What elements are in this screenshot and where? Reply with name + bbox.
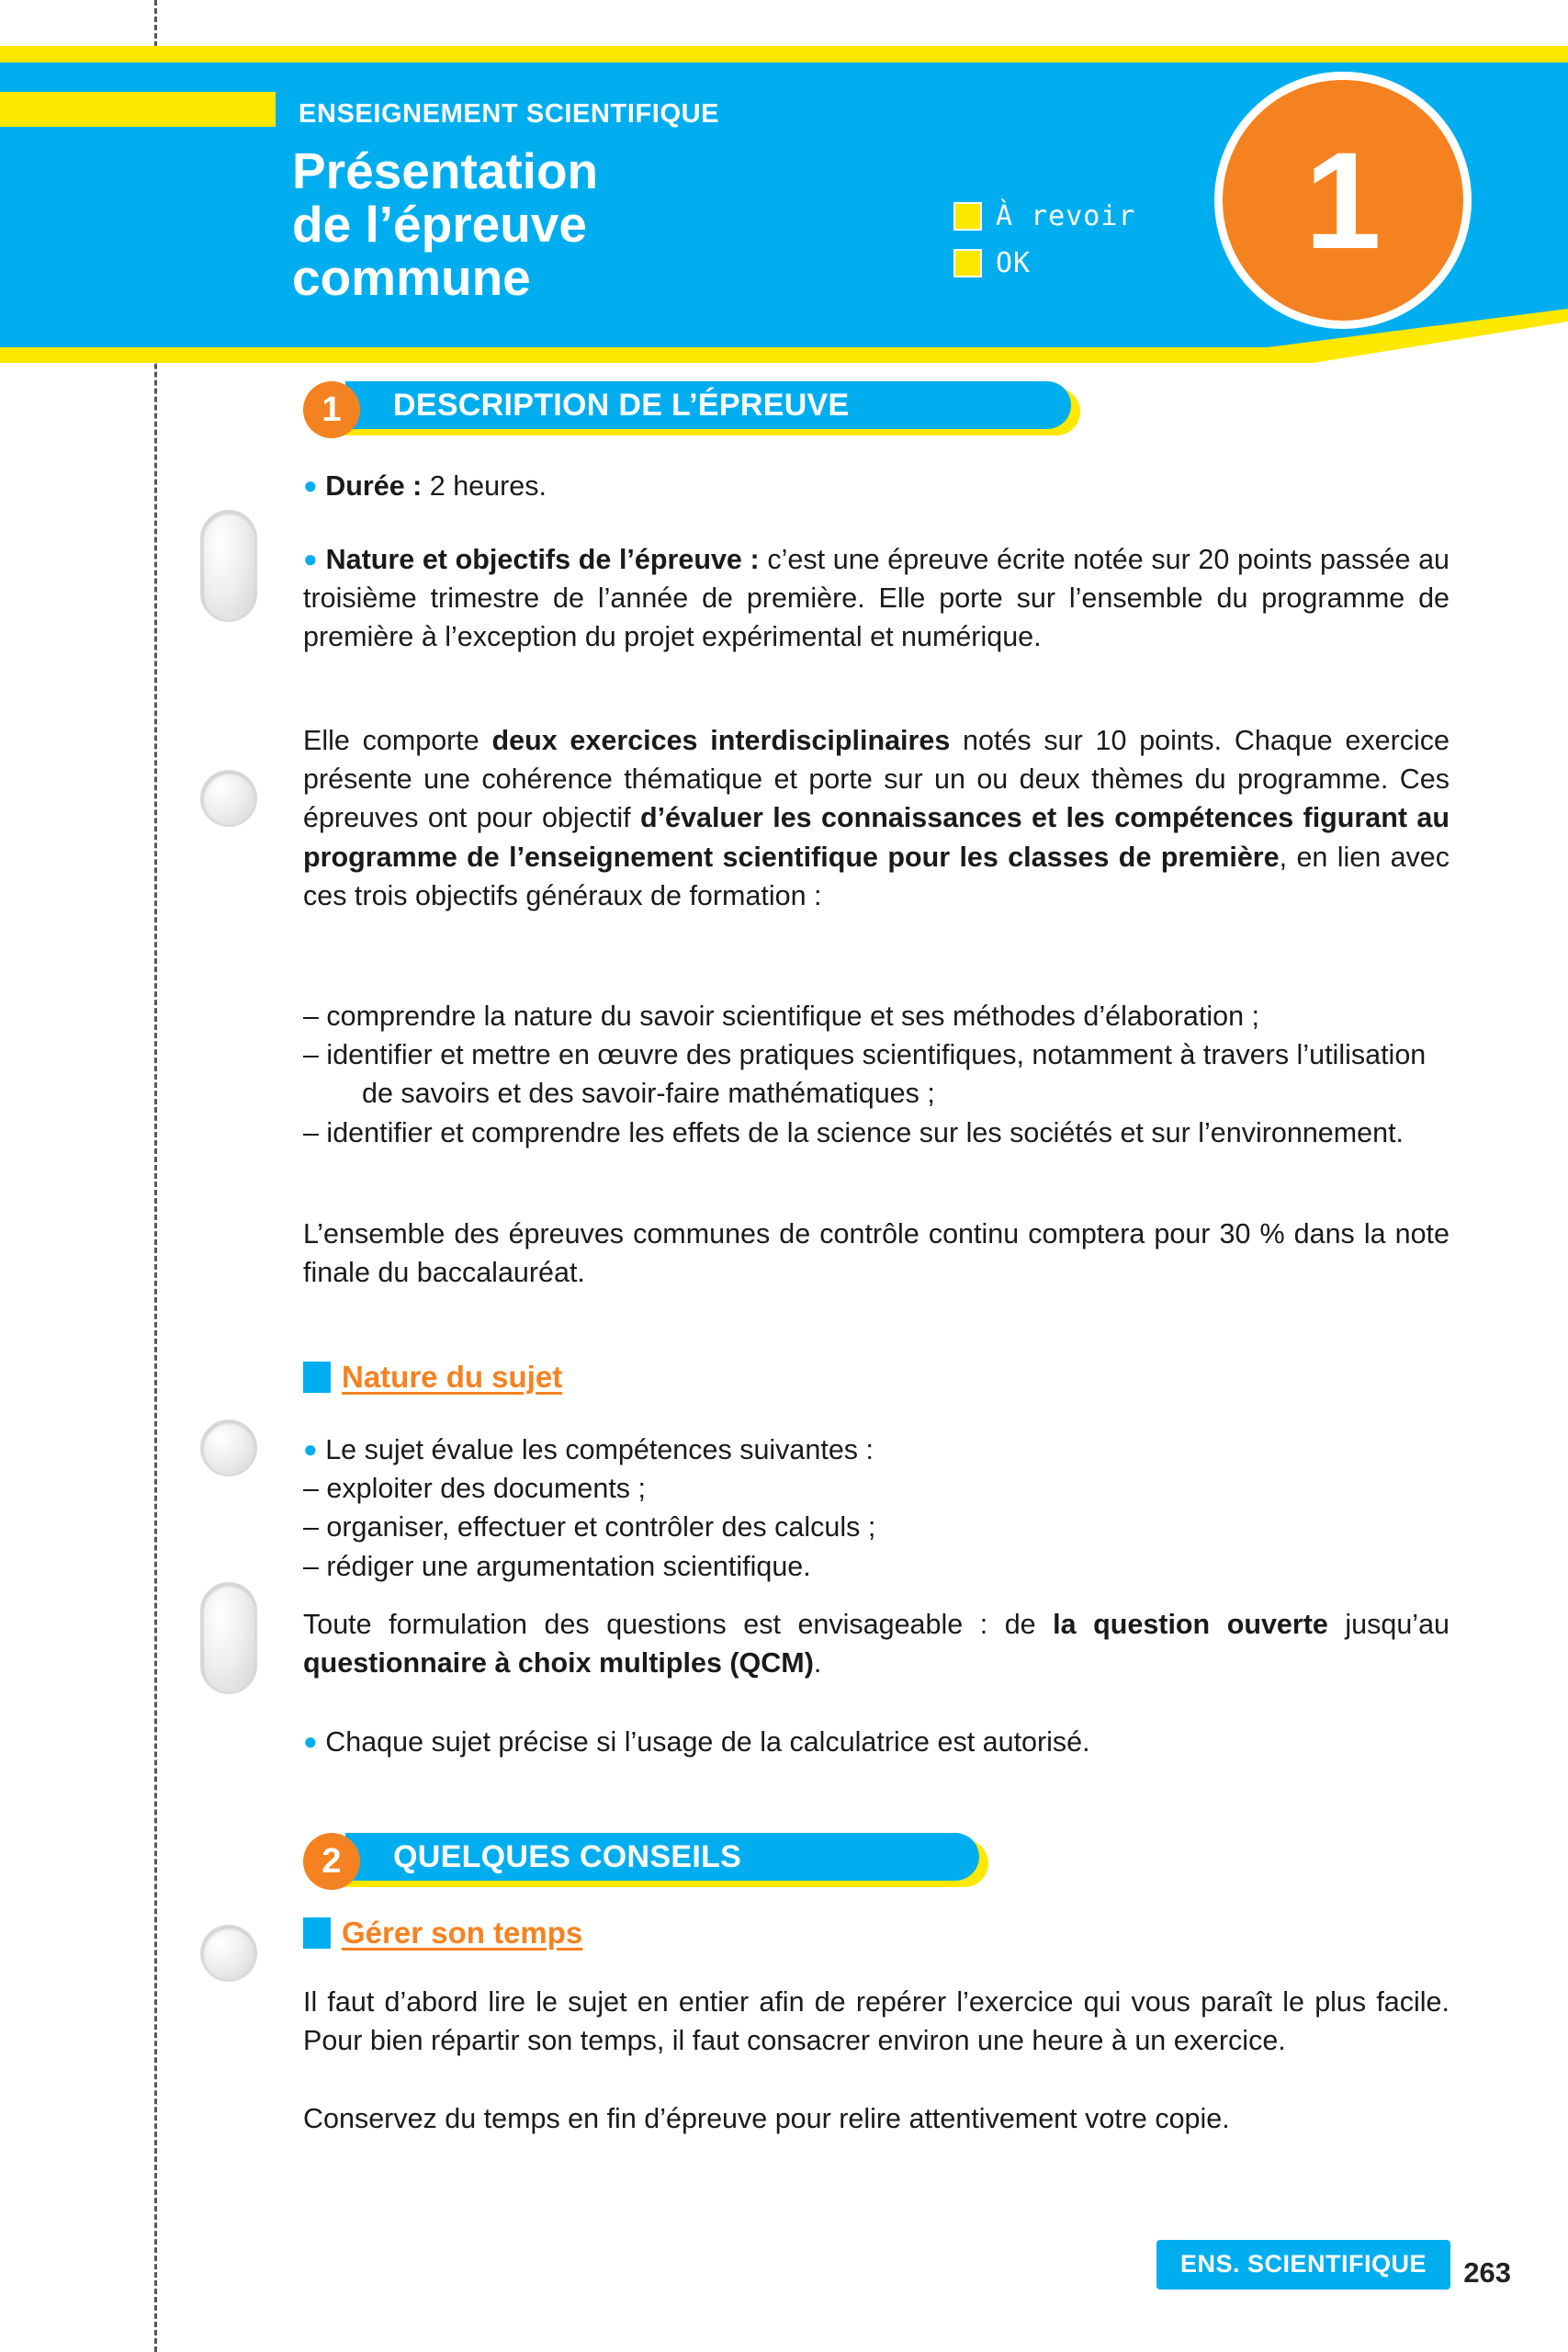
bullet-icon: ● [303, 545, 318, 572]
binder-hole [200, 1582, 257, 1694]
p4-part-e: . [813, 1647, 822, 1679]
competence-item-1: – exploiter des documents ; [303, 1473, 646, 1505]
p4-part-a: Toute formulation des questions est envisageable : de [303, 1609, 1054, 1640]
binder-hole [200, 1925, 257, 1982]
section-2-blue-bar [345, 1833, 979, 1881]
checkbox-row-a-revoir[interactable] [953, 200, 1136, 232]
competence-item-2: – organiser, effectuer et contrôler des calculs ; [303, 1511, 876, 1544]
subheading-nature-du-sujet-label: Nature du sujet [342, 1360, 563, 1394]
paragraph-formulation-questions [303, 1605, 1450, 1682]
checkbox-label-ok: OK [996, 247, 1032, 279]
objectif-item-2: – identifier et mettre en œuvre des pratiques scientifiques, notamment à travers l’utilisation de savoirs et des savoir-faire mathématiques ; [303, 1039, 1427, 1110]
subheading-gerer-son-temps [303, 1916, 582, 1951]
section-2-title: QUELQUES CONSEILS [393, 1838, 742, 1874]
footer-subject-tab: ENS. SCIENTIFIQUE [1156, 2240, 1450, 2290]
paragraph-competences [303, 1430, 1450, 1586]
page-title-line-3: commune [292, 248, 531, 306]
chapter-number-value: 1 [1304, 123, 1382, 277]
subheading-nature-du-sujet [303, 1360, 562, 1395]
bullet-icon: ● [303, 1435, 318, 1463]
paragraph-controle-continu: L’ensemble des épreuves communes de contrôle continu comptera pour 30 % dans la note finale du baccalauréat. [303, 1218, 1450, 1289]
paragraph-nature-objectifs [303, 540, 1450, 657]
binder-hole [200, 1419, 257, 1476]
nature-label: Nature et objectifs de l’épreuve : [325, 544, 760, 575]
p2-part-c: notés sur 10 points. Chaque exercice présente une cohérence thématique et porte sur un ou deux thèmes du programme. Ces épreuves ont pour objectif [303, 725, 1450, 834]
page-title-line-1: Présentation [292, 142, 599, 199]
binder-hole [200, 770, 257, 827]
paragraph-calculatrice [303, 1723, 1450, 1761]
section-1-number: 1 [303, 381, 360, 438]
p2-part-e: , en lien avec ces trois objectifs généraux de formation : [303, 841, 1450, 911]
p4-part-c: jusqu’au [1327, 1609, 1450, 1640]
nature-text: c’est une épreuve écrite notée sur 20 points passée au troisième trimestre de l’année de première. Elle porte sur l’ensemble du programme de première à l’exception du projet expérimental et numérique. [303, 544, 1450, 653]
p2-part-b: deux exercices interdisciplinaires [491, 725, 951, 756]
objectif-item-1: – comprendre la nature du savoir scientifique et ses méthodes d’élaboration ; [303, 1001, 1259, 1032]
page-header-banner [0, 46, 1568, 363]
bullet-icon: ● [303, 471, 318, 499]
objectifs-list [303, 997, 1450, 1152]
checkbox-a-revoir[interactable] [953, 202, 982, 231]
p4-part-d: questionnaire à choix multiples (QCM) [303, 1647, 814, 1679]
paragraph-duree [303, 467, 1451, 505]
duree-label: Durée : [325, 470, 423, 502]
competences-intro: Le sujet évalue les compétences suivantes : [325, 1434, 874, 1465]
checkbox-label-a-revoir: À revoir [996, 200, 1136, 232]
section-2-number: 2 [303, 1833, 360, 1890]
calculatrice-text: Chaque sujet précise si l’usage de la calculatrice est autorisé. [325, 1726, 1090, 1758]
section-1-title: DESCRIPTION DE L’ÉPREUVE [393, 387, 850, 423]
objectif-item-3: – identifier et comprendre les effets de la science sur les sociétés et sur l’environnement. [303, 1116, 1404, 1148]
section-header-1 [303, 381, 1056, 438]
duree-value: 2 heures. [422, 470, 547, 502]
square-marker-icon [303, 1917, 331, 1949]
checkbox-row-ok[interactable] [953, 247, 1136, 279]
subject-kicker: ENSEIGNEMENT SCIENTIFIQUE [299, 99, 720, 129]
banner-yellow-accent [0, 92, 276, 127]
paragraph-gerer-temps-2: Conservez du temps en fin d’épreuve pour relire attentivement votre copie. [303, 2103, 1230, 2134]
paragraph-exercices [303, 721, 1450, 915]
review-status-checkboxes[interactable] [953, 200, 1136, 294]
p4-part-b: la question ouverte [1053, 1609, 1328, 1640]
p2-part-a: Elle comporte [303, 725, 492, 756]
paragraph-gerer-temps-1: Il faut d’abord lire le sujet en entier afin de repérer l’exercice qui vous paraît le plus facile. Pour bien répartir son temps, il faut consacrer environ une heure à un exercice. [303, 1986, 1450, 2057]
page-title-line-2: de l’épreuve [292, 195, 587, 253]
chapter-number-badge [1214, 72, 1472, 329]
p2-part-d: d’évaluer les connaissances et les compétences figurant au programme de l’enseignement scientifique pour les classes de première [303, 802, 1450, 873]
page-number: 263 [1463, 2256, 1511, 2289]
competence-item-3: – rédiger une argumentation scientifique. [303, 1550, 811, 1582]
checkbox-ok[interactable] [953, 249, 982, 277]
page-title [292, 142, 990, 306]
bullet-icon: ● [303, 1727, 318, 1755]
section-header-2 [303, 1833, 955, 1890]
square-marker-icon [303, 1362, 331, 1393]
section-1-blue-bar [345, 381, 1071, 429]
binder-hole [200, 510, 257, 622]
subheading-gerer-son-temps-label: Gérer son temps [342, 1916, 583, 1950]
